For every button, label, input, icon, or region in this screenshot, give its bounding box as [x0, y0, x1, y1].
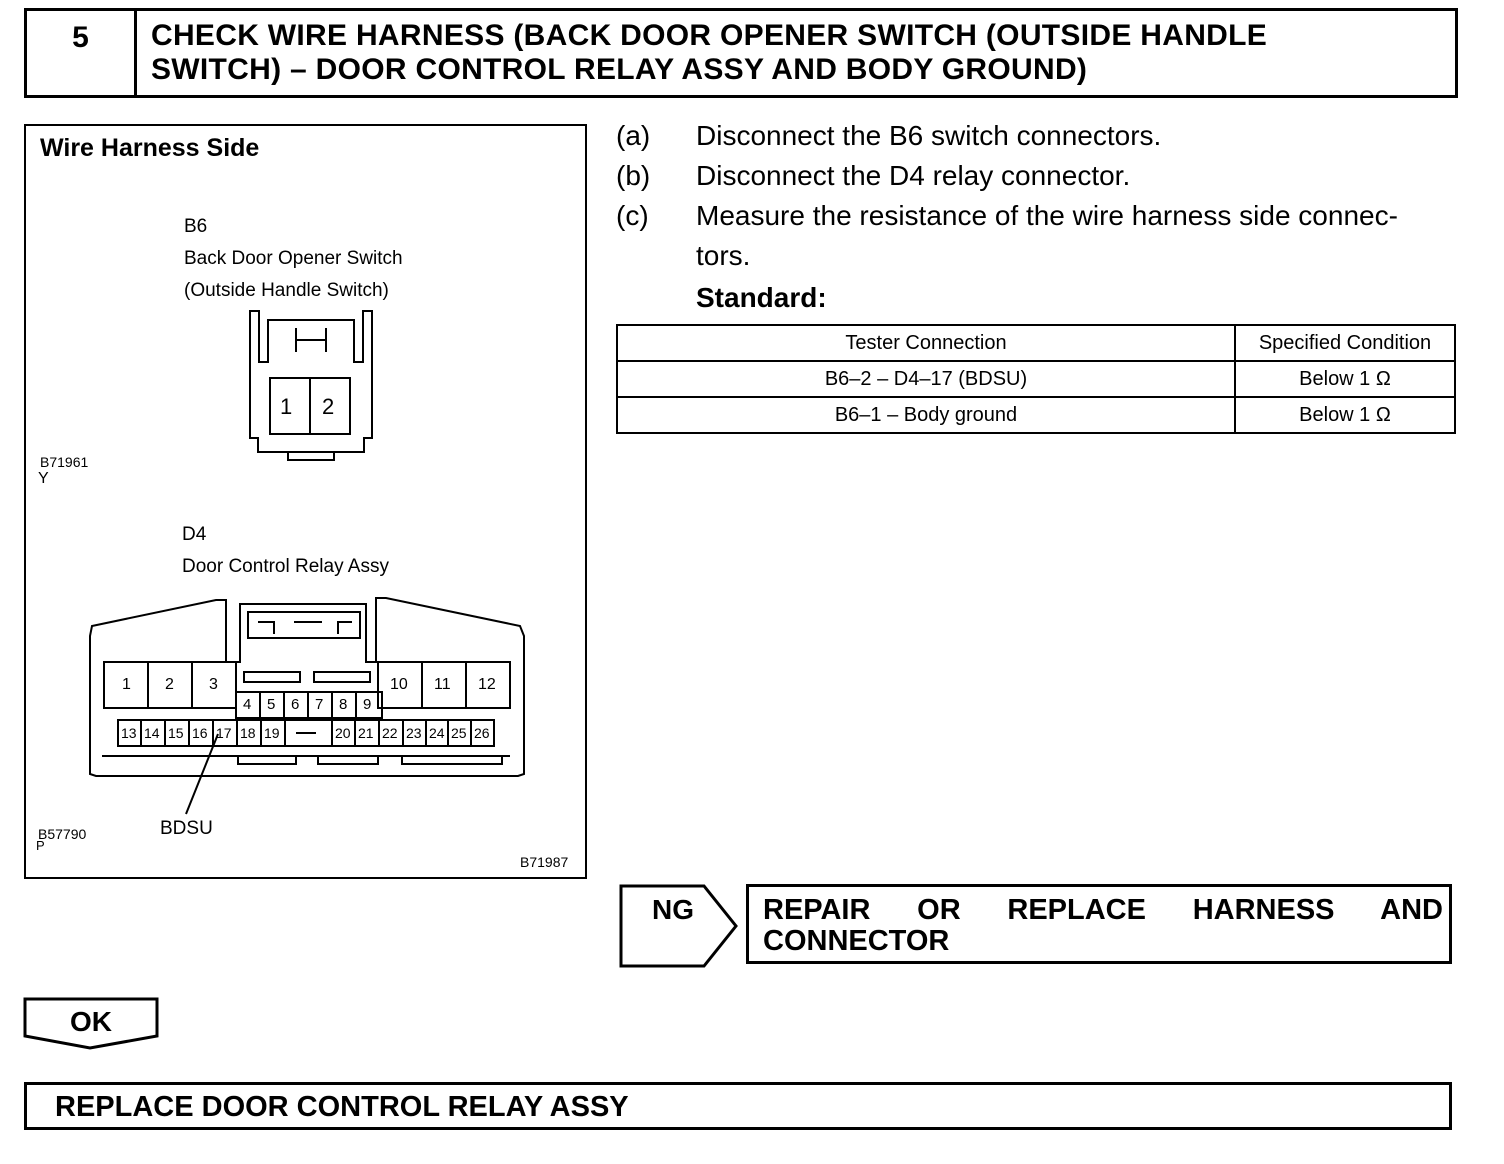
d4-ref-code: B57790: [38, 826, 87, 842]
d4-code: D4: [182, 524, 207, 545]
table-header-row: [617, 325, 1455, 361]
step-a-text: Disconnect the B6 switch connectors.: [696, 120, 1162, 151]
step-a-letter: (a): [616, 120, 651, 151]
d4-pin: 4: [243, 696, 252, 713]
d4-name: Door Control Relay Assy: [182, 556, 389, 577]
figure-title: Wire Harness Side: [40, 134, 260, 162]
d4-pin: 8: [339, 696, 348, 713]
ok-label: OK: [70, 1006, 112, 1037]
d4-pin: 3: [209, 676, 218, 693]
d4-pin: 18: [240, 725, 256, 741]
spec-table: [616, 324, 1456, 434]
d4-pin: 23: [406, 725, 422, 741]
d4-pin: 20: [335, 725, 351, 741]
table-row: [617, 397, 1455, 433]
table-header: Specified Condition: [1235, 325, 1455, 361]
step-header: [24, 8, 1458, 98]
d4-pin: 13: [121, 725, 137, 741]
step-title: [151, 19, 1441, 87]
b6-pin: 1: [280, 394, 293, 419]
d4-pin: 22: [382, 725, 398, 741]
d4-pin: 16: [192, 725, 208, 741]
ng-result-box: [746, 884, 1452, 964]
step-number: 5: [27, 11, 137, 95]
d4-pin: 19: [264, 725, 280, 741]
d4-pin: 25: [451, 725, 467, 741]
d4-pin: 11: [434, 676, 451, 693]
wire-harness-figure: [24, 124, 587, 879]
b6-ref-sub: Y: [38, 470, 49, 487]
table-cell: B6–2 – D4–17 (BDSU): [617, 361, 1235, 397]
d4-pin: 12: [478, 676, 496, 693]
d4-pin: 17: [216, 725, 232, 741]
ok-result-box: [24, 1082, 1452, 1130]
d4-pin: 2: [165, 676, 174, 693]
table-header: Tester Connection: [617, 325, 1235, 361]
ok-result-text: REPLACE DOOR CONTROL RELAY ASSY: [55, 1091, 629, 1123]
d4-pin: 21: [358, 725, 374, 741]
d4-pin: 6: [291, 696, 300, 713]
standard-label: Standard:: [696, 282, 827, 313]
b6-ref-code: B71961: [40, 454, 89, 470]
ng-label: NG: [652, 894, 694, 925]
connector-diagram: [26, 126, 585, 877]
step-title-line1: CHECK WIRE HARNESS (BACK DOOR OPENER SWITCH (OUTSIDE HANDLE: [151, 19, 1268, 52]
d4-pin: 5: [267, 696, 276, 713]
d4-pin: 1: [122, 676, 131, 693]
table-cell: Below 1 Ω: [1235, 361, 1455, 397]
step-b-letter: (b): [616, 160, 651, 191]
b6-name: Back Door Opener Switch: [184, 248, 403, 269]
step-title-line2: SWITCH) – DOOR CONTROL RELAY ASSY AND BODY GROUND): [151, 53, 1088, 86]
step-c-letter: (c): [616, 200, 649, 231]
table-cell: Below 1 Ω: [1235, 397, 1455, 433]
bdsu-callout-label: BDSU: [160, 818, 213, 839]
table-row: [617, 361, 1455, 397]
d4-pin: 10: [390, 676, 408, 693]
table-cell: B6–1 – Body ground: [617, 397, 1235, 433]
d4-ref-sub: P: [36, 838, 45, 853]
b6-pin: 2: [322, 394, 335, 419]
step-c-text: Measure the resistance of the wire harness side connec-: [696, 200, 1398, 231]
b6-code: B6: [184, 216, 208, 237]
d4-pin: 14: [144, 725, 160, 741]
ng-result-text: REPAIR OR REPLACE HARNESS AND CONNECTOR: [763, 894, 1443, 957]
step-b-text: Disconnect the D4 relay connector.: [696, 160, 1131, 191]
step-c-text-cont: tors.: [696, 240, 751, 271]
d4-connector-drawing: [90, 598, 524, 814]
b6-connector-drawing: [250, 311, 372, 460]
figure-code: B71987: [520, 854, 569, 870]
d4-pin: 15: [168, 725, 184, 741]
d4-pin: 26: [474, 725, 490, 741]
b6-subname: (Outside Handle Switch): [184, 280, 389, 301]
d4-pin: 7: [315, 696, 324, 713]
d4-pin: 24: [429, 725, 445, 741]
d4-pin: 9: [363, 696, 372, 713]
